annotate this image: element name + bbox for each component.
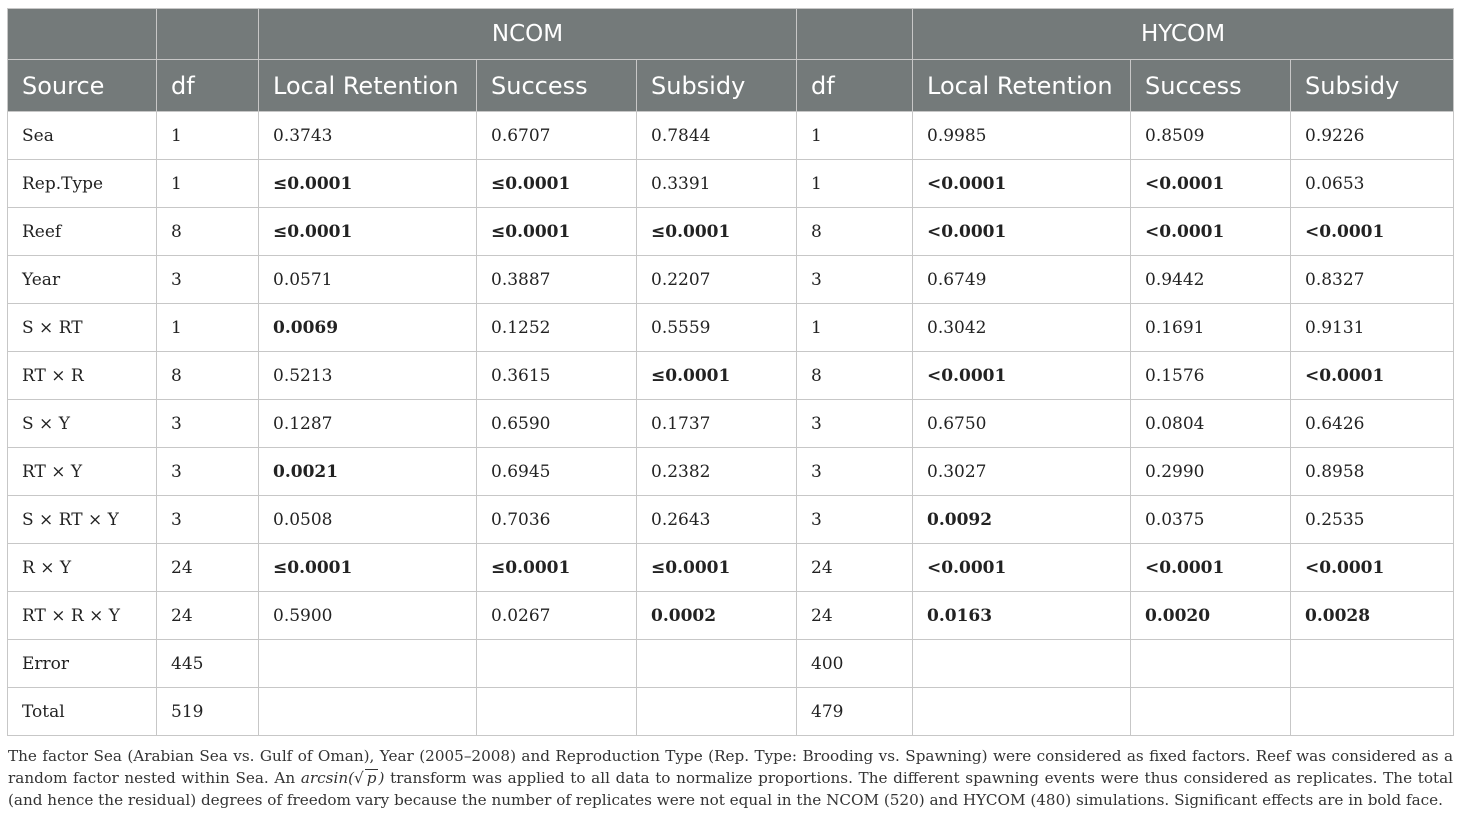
cell-source: RT × R: [8, 352, 157, 400]
cell-local-retention-ncom: 0.5900: [259, 592, 477, 640]
cell-success-ncom: 0.7036: [477, 496, 637, 544]
cell-df-hycom: 24: [797, 592, 913, 640]
cell-local-retention-ncom: 0.3743: [259, 112, 477, 160]
cell-subsidy-ncom: 0.3391: [637, 160, 797, 208]
cell-local-retention-ncom: [259, 640, 477, 688]
cell-source: S × RT × Y: [8, 496, 157, 544]
cell-local-retention-hycom: 0.6750: [913, 400, 1131, 448]
cell-local-retention-hycom: 0.0092: [913, 496, 1131, 544]
cell-local-retention-hycom: <0.0001: [913, 544, 1131, 592]
cell-source: R × Y: [8, 544, 157, 592]
table-row: [8, 496, 1454, 544]
cell-subsidy-ncom: ≤0.0001: [637, 544, 797, 592]
cell-success-hycom: [1131, 688, 1291, 736]
cell-subsidy-ncom: 0.2382: [637, 448, 797, 496]
cell-success-hycom: 0.0375: [1131, 496, 1291, 544]
cell-success-ncom: ≤0.0001: [477, 160, 637, 208]
cell-local-retention-hycom: 0.6749: [913, 256, 1131, 304]
cell-subsidy-ncom: 0.2207: [637, 256, 797, 304]
header-blank-source: [8, 9, 157, 60]
cell-source: Total: [8, 688, 157, 736]
cell-df-ncom: 8: [157, 208, 259, 256]
column-header-subsidy-hycom: Subsidy: [1291, 60, 1454, 112]
cell-subsidy-hycom: 0.0028: [1291, 592, 1454, 640]
cell-subsidy-ncom: 0.7844: [637, 112, 797, 160]
cell-source: Sea: [8, 112, 157, 160]
cell-source: S × RT: [8, 304, 157, 352]
cell-local-retention-ncom: 0.0069: [259, 304, 477, 352]
cell-df-ncom: 1: [157, 112, 259, 160]
cell-source: RT × Y: [8, 448, 157, 496]
cell-success-ncom: ≤0.0001: [477, 208, 637, 256]
cell-success-ncom: 0.0267: [477, 592, 637, 640]
cell-local-retention-ncom: 0.1287: [259, 400, 477, 448]
cell-subsidy-hycom: <0.0001: [1291, 352, 1454, 400]
cell-df-ncom: 3: [157, 448, 259, 496]
cell-success-ncom: 0.6707: [477, 112, 637, 160]
cell-local-retention-ncom: 0.5213: [259, 352, 477, 400]
cell-df-hycom: 1: [797, 304, 913, 352]
footnote-text-part1: The factor Sea (Arabian Sea vs. Gulf of Oman), Year (2005–2008) and Reproduction Type (Rep. Type: Brooding vs. Spawning) were considered as fixed factors. Reef was considered as a random factor nested within Sea. An: [8, 747, 1453, 787]
cell-subsidy-ncom: 0.2643: [637, 496, 797, 544]
cell-subsidy-hycom: 0.8958: [1291, 448, 1454, 496]
cell-subsidy-hycom: 0.2535: [1291, 496, 1454, 544]
table-row: [8, 688, 1454, 736]
cell-df-ncom: 24: [157, 592, 259, 640]
column-header-df-hycom: df: [797, 60, 913, 112]
table-row: [8, 256, 1454, 304]
group-header-row: [8, 9, 1454, 60]
cell-subsidy-ncom: ≤0.0001: [637, 208, 797, 256]
cell-success-hycom: 0.9442: [1131, 256, 1291, 304]
cell-df-ncom: 8: [157, 352, 259, 400]
cell-subsidy-hycom: <0.0001: [1291, 208, 1454, 256]
math-function-name: arcsin: [300, 769, 349, 787]
anova-table: [7, 8, 1454, 736]
math-sqrt-argument: p: [366, 769, 377, 787]
cell-df-hycom: 8: [797, 208, 913, 256]
cell-success-hycom: 0.1576: [1131, 352, 1291, 400]
cell-success-hycom: 0.0020: [1131, 592, 1291, 640]
column-header-local-retention-hycom: Local Retention: [913, 60, 1131, 112]
table-row: [8, 448, 1454, 496]
cell-local-retention-ncom: ≤0.0001: [259, 208, 477, 256]
cell-source: Rep.Type: [8, 160, 157, 208]
cell-success-hycom: 0.0804: [1131, 400, 1291, 448]
column-header-success-hycom: Success: [1131, 60, 1291, 112]
cell-subsidy-ncom: 0.0002: [637, 592, 797, 640]
cell-df-ncom: 3: [157, 256, 259, 304]
cell-local-retention-hycom: 0.9985: [913, 112, 1131, 160]
footnote-text-part2: transform was applied to all data to normalize proportions. The different spawning events were thus considered as replicates. The total (and hence the residual) degrees of freedom vary because the number of replicates were not equal in the NCOM (520) and HYCOM (480) simulations. Significant effects are in bold face.: [8, 769, 1453, 809]
cell-success-hycom: <0.0001: [1131, 544, 1291, 592]
cell-local-retention-hycom: <0.0001: [913, 208, 1131, 256]
table-header: [8, 9, 1454, 112]
cell-success-ncom: [477, 640, 637, 688]
cell-success-ncom: 0.3887: [477, 256, 637, 304]
cell-df-hycom: 3: [797, 448, 913, 496]
cell-success-hycom: <0.0001: [1131, 160, 1291, 208]
cell-local-retention-ncom: 0.0508: [259, 496, 477, 544]
table-row: [8, 112, 1454, 160]
cell-df-ncom: 1: [157, 304, 259, 352]
table-row: [8, 352, 1454, 400]
cell-source: Reef: [8, 208, 157, 256]
cell-local-retention-hycom: 0.3027: [913, 448, 1131, 496]
cell-subsidy-ncom: [637, 688, 797, 736]
cell-df-ncom: 3: [157, 400, 259, 448]
cell-df-ncom: 1: [157, 160, 259, 208]
group-header-hycom: HYCOM: [913, 9, 1454, 60]
cell-subsidy-hycom: <0.0001: [1291, 544, 1454, 592]
cell-df-hycom: 3: [797, 496, 913, 544]
column-header-success-ncom: Success: [477, 60, 637, 112]
cell-df-hycom: 24: [797, 544, 913, 592]
cell-success-ncom: ≤0.0001: [477, 544, 637, 592]
column-header-source: Source: [8, 60, 157, 112]
cell-source: Error: [8, 640, 157, 688]
cell-local-retention-hycom: [913, 640, 1131, 688]
cell-df-hycom: 3: [797, 400, 913, 448]
cell-source: Year: [8, 256, 157, 304]
cell-df-hycom: 8: [797, 352, 913, 400]
cell-local-retention-ncom: [259, 688, 477, 736]
group-header-ncom: NCOM: [259, 9, 797, 60]
cell-df-hycom: 1: [797, 112, 913, 160]
cell-subsidy-hycom: 0.8327: [1291, 256, 1454, 304]
table-row: [8, 160, 1454, 208]
cell-subsidy-ncom: 0.5559: [637, 304, 797, 352]
table-body: [8, 112, 1454, 736]
cell-subsidy-hycom: 0.0653: [1291, 160, 1454, 208]
cell-local-retention-hycom: 0.0163: [913, 592, 1131, 640]
cell-local-retention-ncom: ≤0.0001: [259, 544, 477, 592]
table-footnote: [8, 745, 1453, 811]
cell-subsidy-hycom: [1291, 688, 1454, 736]
cell-success-ncom: 0.6590: [477, 400, 637, 448]
table-row: [8, 304, 1454, 352]
cell-success-hycom: [1131, 640, 1291, 688]
cell-subsidy-ncom: 0.1737: [637, 400, 797, 448]
cell-success-hycom: 0.2990: [1131, 448, 1291, 496]
column-header-subsidy-ncom: Subsidy: [637, 60, 797, 112]
cell-success-hycom: 0.8509: [1131, 112, 1291, 160]
table-row: [8, 400, 1454, 448]
cell-success-ncom: [477, 688, 637, 736]
cell-df-hycom: 3: [797, 256, 913, 304]
cell-local-retention-hycom: [913, 688, 1131, 736]
column-header-local-retention-ncom: Local Retention: [259, 60, 477, 112]
cell-success-ncom: 0.6945: [477, 448, 637, 496]
cell-subsidy-hycom: 0.9131: [1291, 304, 1454, 352]
column-header-df-ncom: df: [157, 60, 259, 112]
cell-success-ncom: 0.3615: [477, 352, 637, 400]
cell-df-ncom: 519: [157, 688, 259, 736]
cell-local-retention-ncom: 0.0021: [259, 448, 477, 496]
footnote-math-arcsin: arcsin(√ p ): [300, 769, 385, 787]
table-row: [8, 592, 1454, 640]
cell-local-retention-ncom: 0.0571: [259, 256, 477, 304]
cell-success-ncom: 0.1252: [477, 304, 637, 352]
cell-df-hycom: 1: [797, 160, 913, 208]
header-blank-df: [157, 9, 259, 60]
table-row: [8, 640, 1454, 688]
cell-df-ncom: 445: [157, 640, 259, 688]
cell-df-hycom: 400: [797, 640, 913, 688]
header-blank-df-hycom: [797, 9, 913, 60]
table-row: [8, 208, 1454, 256]
cell-df-hycom: 479: [797, 688, 913, 736]
cell-subsidy-hycom: 0.9226: [1291, 112, 1454, 160]
cell-source: S × Y: [8, 400, 157, 448]
column-header-row: [8, 60, 1454, 112]
cell-subsidy-ncom: ≤0.0001: [637, 352, 797, 400]
cell-subsidy-hycom: 0.6426: [1291, 400, 1454, 448]
table-row: [8, 544, 1454, 592]
cell-source: RT × R × Y: [8, 592, 157, 640]
cell-success-hycom: 0.1691: [1131, 304, 1291, 352]
cell-subsidy-hycom: [1291, 640, 1454, 688]
cell-df-ncom: 3: [157, 496, 259, 544]
cell-local-retention-hycom: 0.3042: [913, 304, 1131, 352]
cell-success-hycom: <0.0001: [1131, 208, 1291, 256]
cell-df-ncom: 24: [157, 544, 259, 592]
cell-local-retention-ncom: ≤0.0001: [259, 160, 477, 208]
cell-local-retention-hycom: <0.0001: [913, 352, 1131, 400]
cell-subsidy-ncom: [637, 640, 797, 688]
cell-local-retention-hycom: <0.0001: [913, 160, 1131, 208]
